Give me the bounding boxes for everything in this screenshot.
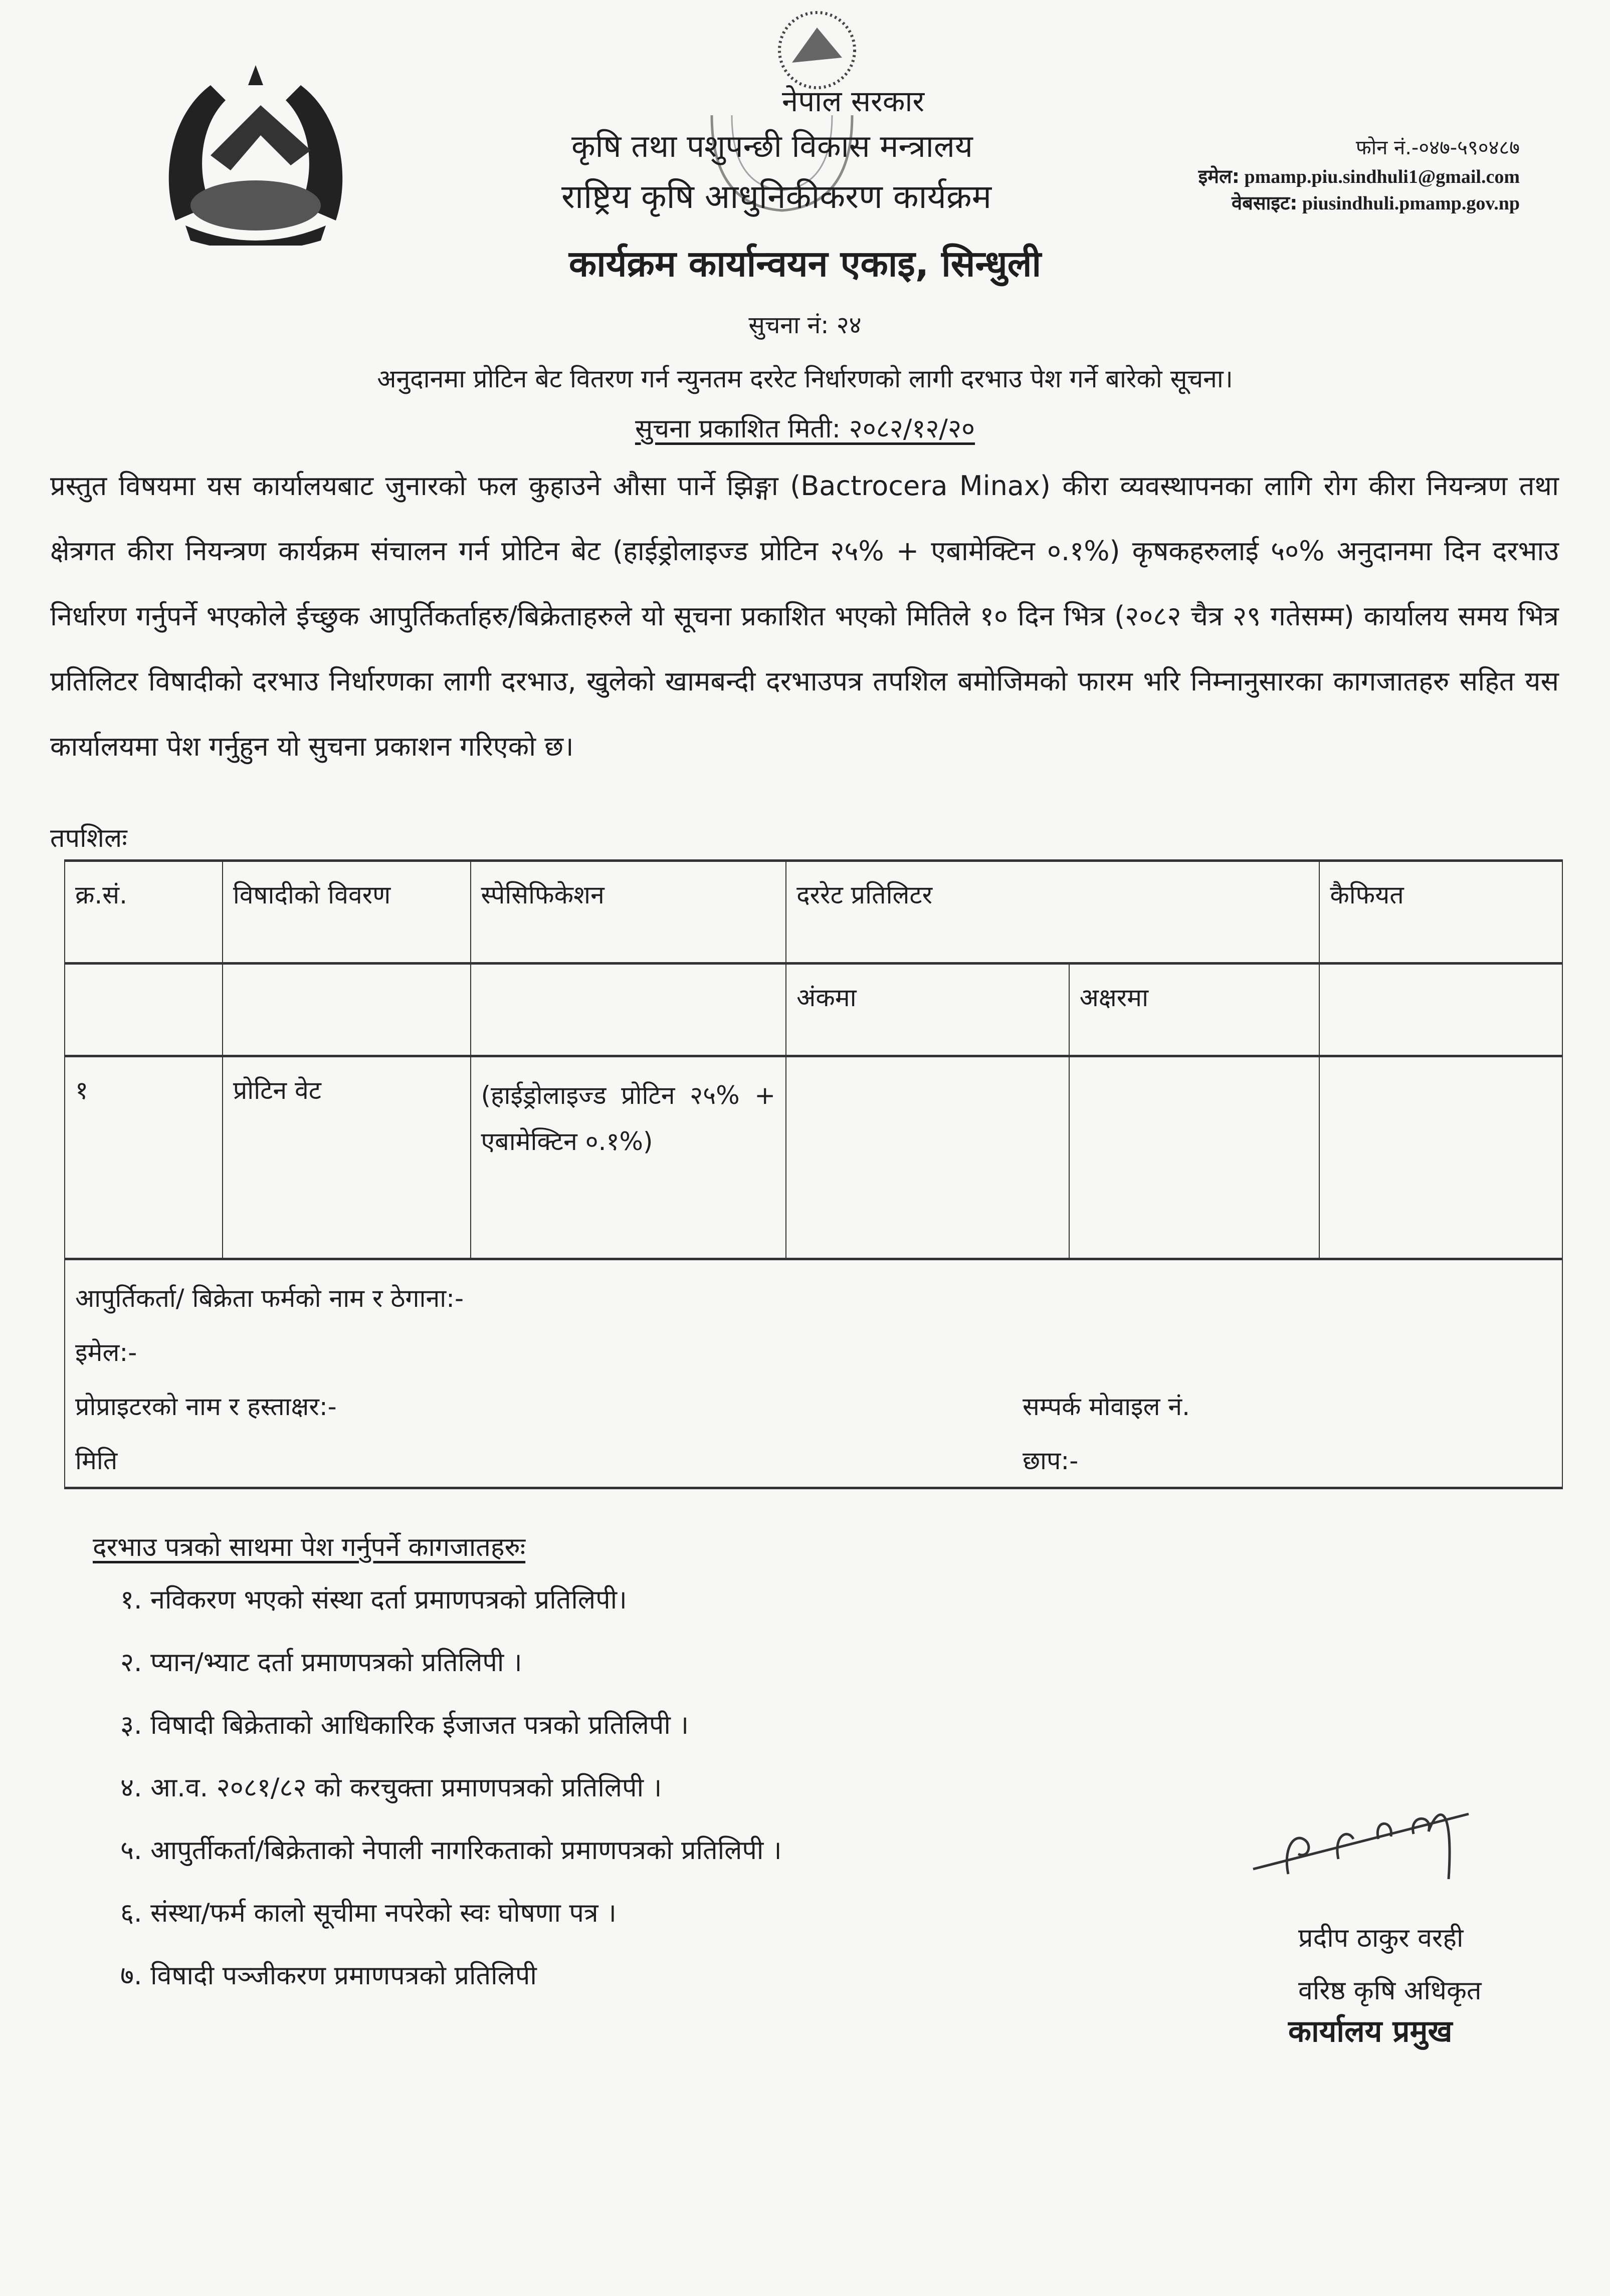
table-header-row — [65, 861, 1562, 964]
website-link[interactable]: piusindhuli.pmamp.gov.np — [1302, 193, 1520, 214]
details-label: तपशिलः — [50, 823, 127, 853]
list-item: ४. आ.व. २०८१/८२ को करचुक्ता प्रमाणपत्रको प्रतिलिपी । — [120, 1773, 662, 1803]
subheader-empty — [471, 964, 786, 1056]
email-label: इमेल: — [1198, 165, 1240, 187]
table-subheader-row — [65, 964, 1562, 1056]
header-sn: क्र.सं. — [65, 861, 223, 964]
list-item: ५. आपुर्तीकर्ता/बिक्रेताको नेपाली नागरिकताको प्रमाणपत्रको प्रतिलिपी । — [120, 1835, 782, 1866]
table-row — [65, 1056, 1562, 1259]
subheader-empty — [223, 964, 471, 1056]
supplier-name-field[interactable]: आपुर्तिकर्ता/ बिक्रेता फर्मको नाम र ठेगाना:- — [75, 1284, 464, 1313]
date-field[interactable]: मिति — [75, 1446, 118, 1475]
list-item: ६. संस्था/फर्म कालो सूचीमा नपरेको स्वः घोषणा पत्र । — [120, 1898, 617, 1928]
list-item: ३. विषादी बिक्रेताको आधिकारिक ईजाजत पत्रको प्रतिलिपी । — [120, 1710, 689, 1740]
notice-subject: अनुदानमा प्रोटिन बेट वितरण गर्न न्युनतम दररेट निर्धारणको लागी दरभाउ पेश गर्ने बारेको सूचना। — [377, 364, 1233, 393]
required-documents-list — [120, 1581, 782, 2019]
supplier-form — [65, 1259, 1562, 1488]
cell-sn: १ — [65, 1056, 223, 1259]
email-line — [1198, 163, 1520, 189]
signatory-designation: वरिष्ठ कृषि अधिकृत — [1298, 1976, 1482, 2006]
nepal-emblem-logo — [145, 55, 366, 246]
program-name: राष्ट्रिय कृषि आधुनिकीकरण कार्यक्रम — [561, 177, 992, 216]
supplier-email-field[interactable]: इमेल:- — [75, 1338, 137, 1367]
header-rate-figures: अंकमा — [786, 964, 1069, 1056]
list-item: २. प्यान/भ्याट दर्ता प्रमाणपत्रको प्रतिलिपी । — [120, 1648, 522, 1678]
cell-remarks-input[interactable] — [1319, 1056, 1562, 1259]
header-remarks: कैफियत — [1319, 861, 1562, 964]
cell-pesticide: प्रोटिन वेट — [223, 1056, 471, 1259]
signatory-name: प्रदीप ठाकुर वरही — [1298, 1923, 1464, 1953]
notice-body: प्रस्तुत विषयमा यस कार्यालयबाट जुनारको फल कुहाउने औसा पार्ने झिङ्गा (Bactrocera Minax) कीरा व्यवस्थापनका लागि रोग कीरा नियन्त्रण तथा क्षेत्रगत कीरा नियन्त्रण कार्यक्रम संचालन गर्न प्रोटिन बेट (हाईड्रोलाइज्ड प्रोटिन २५% + एबामेक्टिन ०.१%) कृषकहरुलाई ५०% अनुदानमा दिन दरभाउ निर्धारण गर्नुपर्ने भएकोले ईच्छुक आपुर्तिकर्ताहरु/बिक्रेताहरुले यो सूचना प्रकाशित भएको मितिले १० दिन भित्र (२०८२ चैत्र २९ गतेसम्म) कार्यालय समय भित्र प्रतिलिटर विषादीको दरभाउ निर्धारणका लागी दरभाउ, खुलेको खामबन्दी दरभाउपत्र तपशिल बमोजिमको फारम भरि निम्नानुसारका कागजातहरु सहित यस कार्यालयमा पेश गर्नुहुन यो सुचना प्रकाशन गरिएको छ। — [50, 470, 1559, 762]
subheader-empty — [1319, 964, 1562, 1056]
header-specification: स्पेसिफिकेशन — [471, 861, 786, 964]
subheader-empty — [65, 964, 223, 1056]
cell-rate-figures-input[interactable] — [786, 1056, 1069, 1259]
header-rate: दररेट प्रतिलिटर — [786, 861, 1319, 964]
government-name: नेपाल सरकार — [782, 84, 925, 118]
signatory-role-stamp: कार्यालय प्रमुख — [1288, 2014, 1453, 2049]
handwritten-signature — [1248, 1804, 1479, 1884]
proprietor-field[interactable]: प्रोप्राइटरको नाम र हस्ताक्षर:- — [75, 1392, 337, 1421]
list-item: ७. विषादी पञ्जीकरण प्रमाणपत्रको प्रतिलिपी — [120, 1961, 537, 1991]
website-line — [1232, 189, 1520, 215]
mobile-field[interactable]: सम्पर्क मोवाइल नं. — [1023, 1392, 1190, 1421]
seal-field[interactable]: छाप:- — [1023, 1446, 1079, 1475]
required-documents-title: दरभाउ पत्रको साथमा पेश गर्नुपर्ने कागजातहरुः — [93, 1532, 526, 1562]
supplier-form-row — [65, 1259, 1562, 1488]
header-rate-words: अक्षरमा — [1069, 964, 1320, 1056]
website-label: वेबसाइट: — [1232, 192, 1298, 214]
office-title: कार्यक्रम कार्यान्वयन एकाइ, सिन्धुली — [568, 243, 1042, 285]
notice-number: सुचना नं: २४ — [748, 311, 862, 339]
email-link[interactable]: pmamp.piu.sindhuli1@gmail.com — [1244, 166, 1520, 187]
header-pesticide: विषादीको विवरण — [223, 861, 471, 964]
phone-number: फोन नं.-०४७-५९०४८७ — [1355, 136, 1520, 159]
cell-specification: (हाईड्रोलाइज्ड प्रोटिन २५% + एबामेक्टिन ०.१%) — [471, 1056, 786, 1259]
ministry-name: कृषि तथा पशुपन्छी विकास मन्त्रालय — [571, 128, 973, 164]
published-date: सुचना प्रकाशित मिती: २०८२/१२/२० — [635, 414, 975, 444]
list-item: १. नविकरण भएको संस्था दर्ता प्रमाणपत्रको प्रतिलिपी। — [120, 1585, 627, 1615]
cell-rate-words-input[interactable] — [1069, 1056, 1320, 1259]
quotation-table — [64, 859, 1563, 1489]
